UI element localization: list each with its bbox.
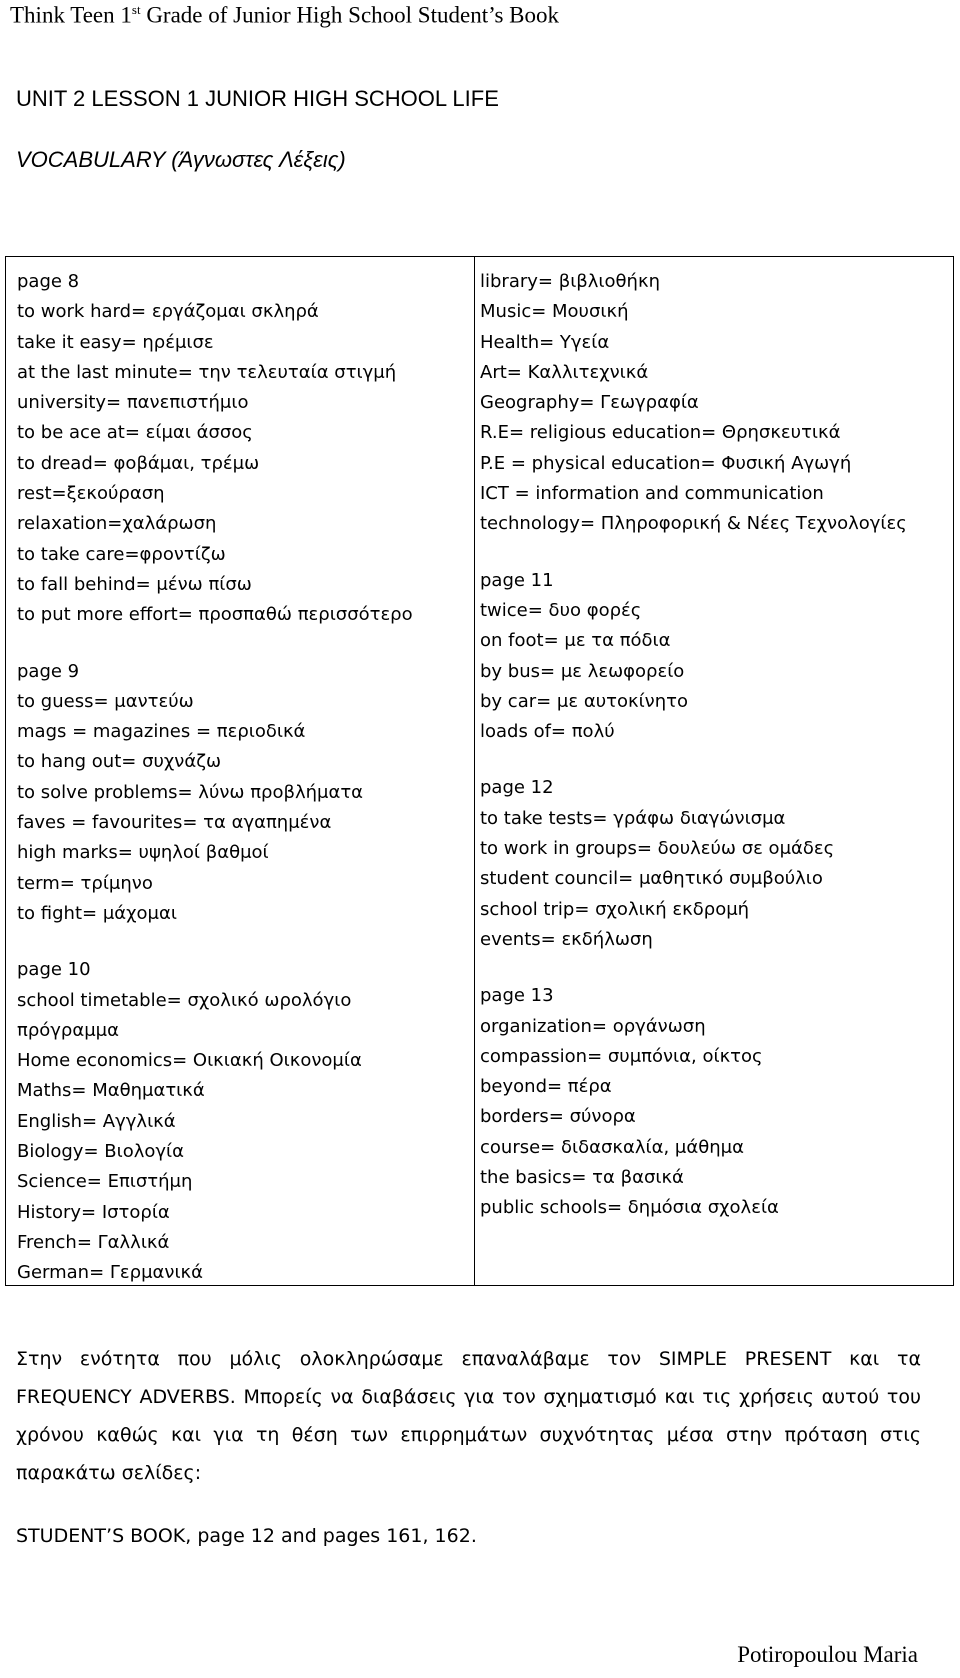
vocab-entry: loads of= πολύ [480,721,615,743]
section-heading: page 12 [480,777,554,799]
vocab-entry: take it easy= ηρέμισε [17,331,214,353]
vocab-section [480,981,950,1223]
vocab-entry: school timetable= σχολικό ωρολόγιο [17,989,352,1011]
section-heading: page 13 [480,985,554,1007]
document-header [10,2,559,29]
vocab-entry: rest=ξεκούραση [17,483,165,505]
vocab-entry: French= Γαλλικά [17,1231,170,1253]
vocab-entry: beyond= πέρα [480,1076,612,1098]
vocab-entry: to work hard= εργάζομαι σκληρά [17,301,319,323]
vocab-entry: to fall behind= μένω πίσω [17,573,252,595]
vocab-entry: student council= μαθητικό συμβούλιο [480,868,823,890]
vocabulary-table [5,256,954,1286]
section-heading: page 9 [17,660,80,682]
footer-author: Potiropoulou Maria [737,1642,918,1667]
header-title-prefix: Think Teen 1 [10,2,132,28]
vocab-entry: compassion= συμπόνια, οίκτος [480,1045,763,1067]
grammar-note-paragraph: Στην ενότητα που μόλις ολοκληρώσαμε επαναλάβαμε τον SIMPLE PRESENT και τα FREQUENCY ADVERBS. Μπορείς να διαβάσεις για τον σχηματισμό και τις χρήσεις αυτού του χρόνου καθώς και για τη θέση των επιρρημάτων συχνότητας μέσα στην πρόταση στις παρακάτω σελίδες: [16,1348,921,1484]
vocab-section [480,773,950,955]
vocab-entry: mags = magazines = περιοδικά [17,721,306,743]
vocab-entry: public schools= δημόσια σχολεία [480,1197,779,1219]
vocab-entry: to be ace at= είμαι άσσος [17,422,253,444]
vocab-entry: English= Αγγλικά [17,1110,176,1132]
vocab-entry: to work in groups= δουλεύω σε ομάδες [480,838,835,860]
vocab-entry: Science= Επιστήμη [17,1171,193,1193]
vocab-entry: German= Γερμανικά [17,1262,204,1284]
vocab-entry: borders= σύνορα [480,1106,636,1128]
vocab-entry: the basics= τα βασικά [480,1167,684,1189]
vocab-entry: relaxation=χαλάρωση [17,513,217,535]
vocab-entry: Biology= Βιολογία [17,1141,184,1163]
vocab-entry: term= τρίμηνο [17,872,153,894]
vocab-entry: πρόγραμμα [17,1019,119,1041]
right-column [480,267,950,1224]
vocab-entry: to fight= μάχομαι [17,902,177,924]
vocab-entry: school trip= σχολική εκδρομή [480,898,750,920]
vocab-entry: to take care=φροντίζω [17,543,226,565]
vocab-entry: Art= Καλλιτεχνικά [480,361,649,383]
vocab-entry: History= Ιστορία [17,1201,170,1223]
vocab-entry: events= εκδήλωση [480,928,653,950]
vocab-section [480,566,950,748]
vocab-entry: Health= Υγεία [480,331,610,353]
column-divider [474,257,475,1285]
vocab-entry: to put more effort= προσπαθώ περισσότερο [17,604,413,626]
vocab-entry: at the last minute= την τελευταία στιγμή [17,361,397,383]
vocab-entry: by car= με αυτοκίνητο [480,690,688,712]
vocab-entry: twice= δυο φορές [480,599,642,621]
vocab-entry: Geography= Γεωγραφία [480,392,699,414]
section-heading: page 10 [17,959,91,981]
header-title-superscript: st [131,2,141,17]
book-reference: STUDENT’S BOOK, page 12 and pages 161, 162. [16,1525,477,1547]
vocab-entry: to dread= φοβάμαι, τρέμω [17,452,260,474]
vocab-entry: technology= Πληροφορική & Νέες Τεχνολογίες [480,513,907,535]
vocab-entry: library= βιβλιοθήκη [480,271,660,292]
vocab-entry: R.E= religious education= Θρησκευτικά [480,422,841,444]
vocab-entry: Home economics= Οικιακή Οικονομία [17,1050,362,1072]
vocab-entry: university= πανεπιστήμιο [17,392,249,414]
vocab-section [17,657,467,930]
vocab-section [17,267,467,631]
vocab-entry: ICT = information and communication [480,483,824,505]
vocab-entry: to take tests= γράφω διαγώνισμα [480,807,786,829]
vocab-entry: Music= Μουσική [480,301,629,323]
vocabulary-title: VOCABULARY (Άγνωστες Λέξεις) [16,147,346,172]
vocab-section [17,955,467,1288]
header-title-suffix: Grade of Junior High School Student’s Book [140,2,560,28]
vocab-section [480,267,950,540]
vocab-entry: high marks= υψηλοί βαθμοί [17,842,269,864]
vocab-entry: to guess= μαντεύω [17,690,194,712]
vocab-entry: by bus= με λεωφορείο [480,660,685,682]
vocab-entry: on foot= με τα πόδια [480,630,671,652]
vocab-entry: to solve problems= λύνω προβλήματα [17,781,364,803]
vocab-entry: Maths= Μαθηματικά [17,1080,205,1102]
vocab-entry: course= διδασκαλία, μάθημα [480,1136,744,1158]
section-heading: page 8 [17,271,80,292]
vocab-entry: organization= οργάνωση [480,1015,706,1037]
unit-title: UNIT 2 LESSON 1 JUNIOR HIGH SCHOOL LIFE [16,86,499,111]
section-heading: page 11 [480,569,554,591]
vocab-entry: faves = favourites= τα αγαπημένα [17,812,332,834]
vocab-entry: to hang out= συχνάζω [17,751,222,773]
left-column [17,267,467,1289]
vocab-entry: P.E = physical education= Φυσική Αγωγή [480,452,852,474]
